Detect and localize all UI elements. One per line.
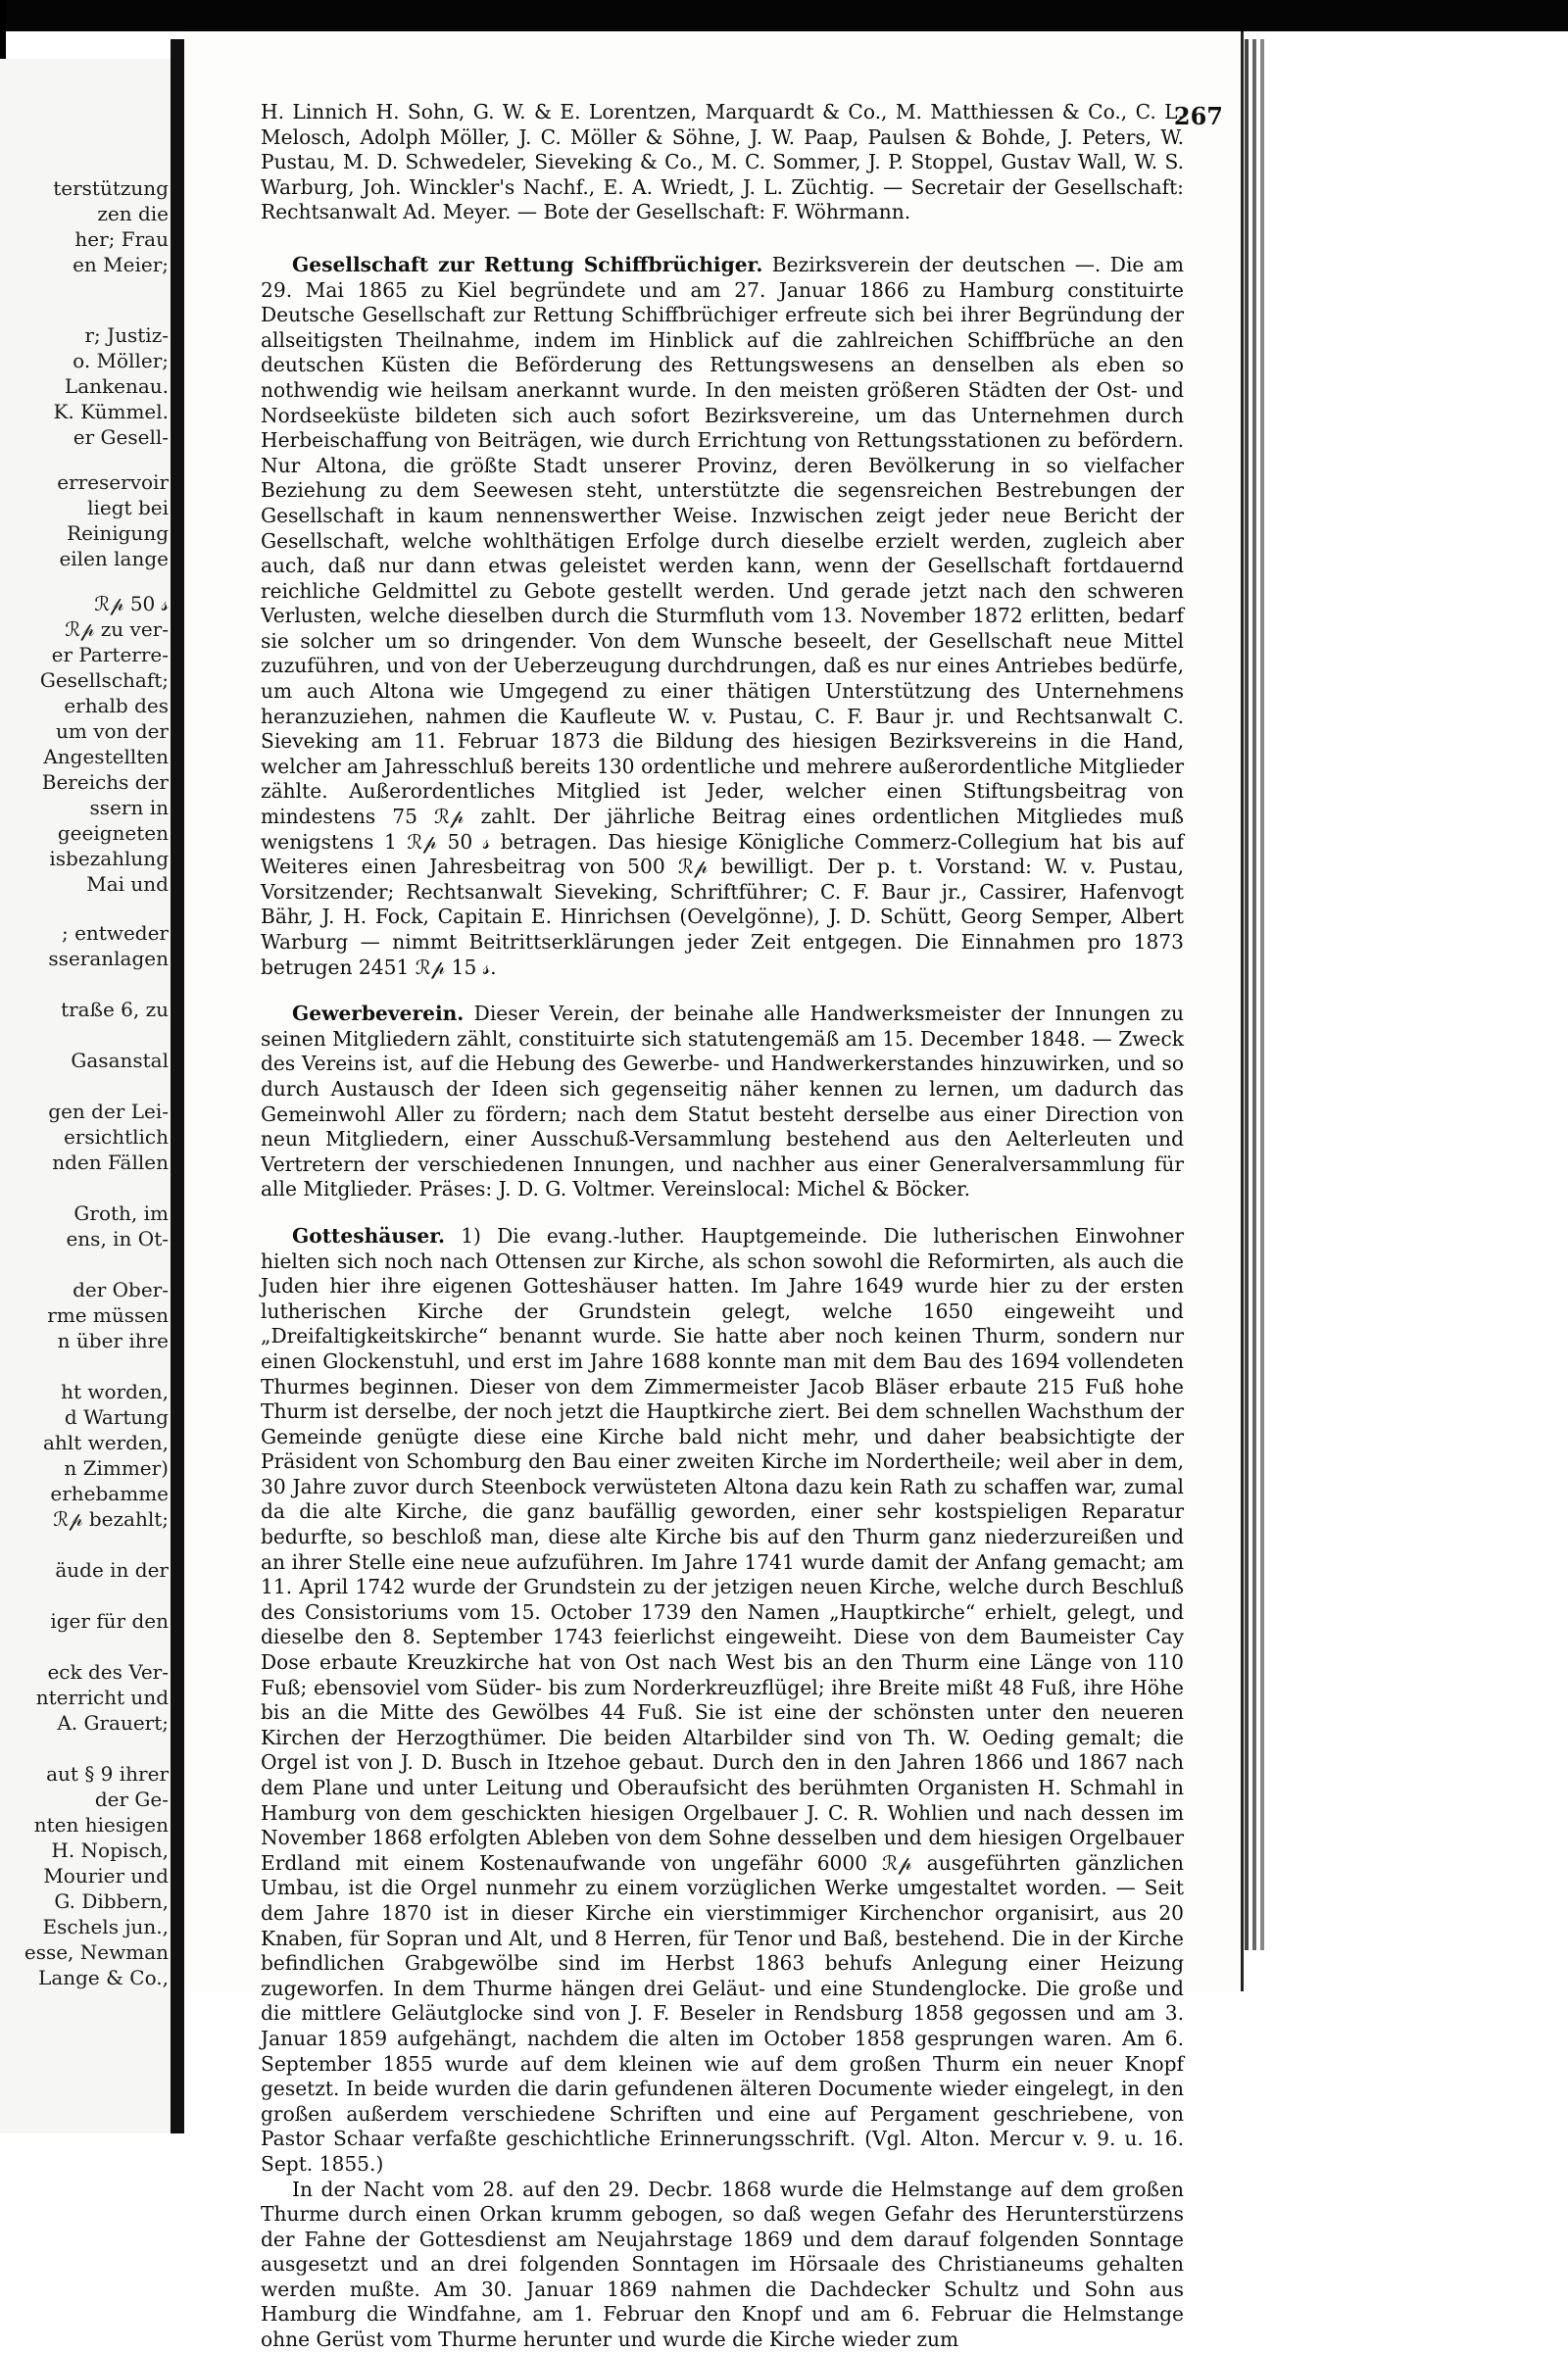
left-column-line: äude in der <box>55 1558 169 1582</box>
left-column-line: der Ober- <box>73 1278 169 1301</box>
left-column-line: ahlt werden, <box>43 1431 169 1454</box>
section-heading: Gotteshäuser. <box>292 1223 446 1248</box>
section-gesellschaft-rettung <box>261 253 1184 980</box>
left-column-line: Mourier und <box>43 1864 169 1887</box>
left-column-line: terstützung <box>53 176 169 200</box>
left-column-line: nten hiesigen <box>33 1813 169 1837</box>
left-column-line: Angestellten <box>43 745 169 768</box>
left-column-line: iger für den <box>50 1609 169 1633</box>
left-column-line: erhebamme <box>50 1482 169 1505</box>
page-stack-edge <box>1245 39 1249 1950</box>
scan-border-top <box>0 0 1568 31</box>
left-column-line: Gesellschaft; <box>39 668 169 692</box>
left-column-line: en Meier; <box>73 253 169 276</box>
section-gewerbeverein <box>261 1002 1184 1202</box>
left-column-line: r; Justiz- <box>84 323 169 347</box>
left-column-line: n Zimmer) <box>64 1456 169 1480</box>
left-column-line: Lange & Co., <box>38 1966 169 1989</box>
left-column-line: G. Dibbern, <box>54 1889 169 1913</box>
left-column-line: nterricht und <box>35 1686 169 1709</box>
left-column-line: rme müssen <box>47 1303 169 1327</box>
left-column-line: ht worden, <box>61 1380 169 1403</box>
right-page <box>184 31 1244 2352</box>
left-column-line: n über ihre <box>57 1329 169 1352</box>
left-column-line: eck des Ver- <box>47 1660 169 1684</box>
section-gotteshaeuser-continuation: In der Nacht vom 28. auf den 29. Decbr. 1868 wurde die Helmstange auf dem großen Thurme durch einen Orkan krumm gebogen, so daß wegen Gefahr des Herunterstürzens der Fahne der Gottesdienst am Neujahrstage 1869 und dem darauf folgenden Sonntage ausgesetzt und an drei folgenden Sonntagen im Hörsaale des Christianeums gehalten werden mußte. Am 30. Januar 1869 nahmen die Dachdecker Schultz und Sohn aus Hamburg die Windfahne, am 1. Februar den Knopf und am 6. Februar die Helmstange ohne Gerüst vom Thurme herunter und wurde die Kirche wieder zum <box>261 2177 1184 2352</box>
left-column-line: aut § 9 ihrer <box>46 1762 169 1786</box>
left-page-fragment <box>0 59 178 2133</box>
left-column-line: erhalb des <box>64 694 169 717</box>
left-column-line: Bereichs der <box>41 770 169 794</box>
left-column-line: ssern in <box>89 796 169 819</box>
section-heading: Gesellschaft zur Rettung Schiffbrüchiger. <box>292 252 763 276</box>
left-column-line: ℛ𝓅 50 𝓈 <box>94 592 169 615</box>
left-column-line: Reinigung <box>67 521 169 545</box>
left-column-line: geeigneten <box>57 821 169 845</box>
left-column-line: eilen lange <box>59 547 169 570</box>
left-column-line: ens, in Ot- <box>66 1227 169 1250</box>
left-column-line: sseranlagen <box>48 947 169 970</box>
left-column-line: A. Grauert; <box>57 1711 169 1735</box>
left-column-line: o. Möller; <box>73 349 169 372</box>
left-column-line: er Gesell- <box>73 425 169 449</box>
left-column-line: ℛ𝓅 zu ver- <box>65 617 169 641</box>
page-content <box>261 100 1184 2353</box>
left-column-line: liegt bei <box>87 496 169 519</box>
left-column-line: Eschels jun., <box>42 1915 169 1938</box>
left-column-line: zen die <box>97 202 169 225</box>
left-column-line: nden Fällen <box>52 1151 169 1174</box>
left-column-line: er Parterre- <box>51 643 169 666</box>
left-column-line: isbezahlung <box>49 847 169 870</box>
left-column-line: esse, Newman <box>24 1940 169 1964</box>
left-column-line: gen der Lei- <box>48 1100 169 1123</box>
left-column-line: Lankenau. <box>64 374 169 398</box>
left-column-line: ℛ𝓅 bezahlt; <box>53 1507 169 1531</box>
left-column-line: ersichtlich <box>63 1125 169 1149</box>
page-stack-edge <box>1260 39 1264 1950</box>
left-column-line: K. Kümmel. <box>53 400 169 423</box>
left-column-line: H. Nopisch, <box>51 1838 169 1862</box>
section-body: Dieser Verein, der beinahe alle Handwerksmeister der Innungen zu seinen Mitgliedern zählt, constituirte sich statutengemäß am 15. December 1848. — Zweck des Vereins ist, auf die Hebung des Gewerbe- und Handwerkerstandes hinzuwirken, und so durch Austausch der Ideen sich gegenseitig näher kennen zu lernen, um dadurch das Gemeinwohl Aller zu fördern; nach dem Statut besteht derselbe aus einer Direction von neun Mitgliedern, einer Ausschuß-Versammlung bestehend aus den Aelterleuten und Vertretern der verschiedenen Innungen, und nachher aus einer Generalversammlung für alle Mitglieder. Präses: J. D. G. Voltmer. Vereinslocal: Michel & Böcker. <box>261 1002 1184 1201</box>
book-gutter <box>171 39 184 2133</box>
left-column-line: um von der <box>56 719 169 743</box>
left-column-line: d Wartung <box>64 1405 169 1429</box>
left-column-line: Groth, im <box>74 1201 169 1225</box>
section-body: 1) Die evang.-luther. Hauptgemeinde. Die lutherischen Einwohner hielten sich noch nach Ottensen zur Kirche, als schon sowohl die Reformirten, als auch die Juden hier ihre eigenen Gotteshäuser hatten. Im Jahre 1649 wurde hier zu der ersten lutherischen Kirche der Grundstein gelegt, welche 1650 eingeweiht und „Dreifaltigkeitskirche“ benannt wurde. Sie hatte aber noch keinen Thurm, sondern nur einen Glockenstuhl, und erst im Jahre 1688 konnte man mit dem Bau des 1694 vollendeten Thurmes beginnen. Dieser von dem Zimmermeister Jacob Bläser erbaute 215 Fuß hohe Thurm ist derselbe, der noch jetzt die Hauptkirche ziert. Bei dem schnellen Wachsthum der Gemeinde genügte diese eine Kirche bald nicht mehr, und daher beabsichtigte der Präsident von Schomburg den Bau einer zweiten Kirche im Nordertheile; weil aber in dem, 30 Jahre zuvor durch Steenbock verwüsteten Altona dazu kein Rath zu schaffen war, zumal da die alte Kirche, die ganz baufällig geworden, einer sehr kostspieligen Reparatur bedurfte, so beschloß man, diese alte Kirche bis auf den Thurm ganz niederzureißen und an ihrer Stelle eine neue aufzuführen. Im Jahre 1741 wurde damit der Anfang gemacht; am 11. April 1742 wurde der Grundstein zu der jetzigen neuen Kirche, welche durch Beschluß des Consistoriums vom 15. October 1739 den Namen „Hauptkirche“ erhielt, gelegt, und dieselbe den 8. September 1743 feierlichst eingeweiht. Diese von dem Baumeister Cay Dose erbaute Kreuzkirche hat von Ost nach West bis an den Thurm eine Länge von 110 Fuß; ebensoviel vom Süder- bis zum Norderkreuzflügel; ihre Breite mißt 48 Fuß, ihre Höhe bis an die Mitte des Gewölbes 44 Fuß. Sie ist eine der schönsten unter den neueren Kirchen der Herzogthümer. Die beiden Altarbilder sind von Th. W. Oeding gemalt; die Orgel ist von J. D. Busch in Itzehoe gebaut. Durch den in den Jahren 1866 und 1867 nach dem Plane und unter Leitung und Oberaufsicht des berühmten Organisten H. Schmahl in Hamburg von dem geschickten hiesigen Orgelbauer J. C. R. Wohlien und nach dessen im November 1868 erfolgten Ableben von dem Sohne desselben und dem hiesigen Orgelbauer Erdland mit einem Kostenaufwande von ungefähr 6000 ℛ𝓅 ausgeführten gänzlichen Umbau, ist die Orgel nunmehr zu einem vorzüglichen Werke umgestaltet worden. — Seit dem Jahre 1870 ist in dieser Kirche ein vierstimmiger Kirchenchor organisirt, aus 20 Knaben, für Sopran und Alt, und 8 Herren, für Tenor und Baß, bestehend. Die in der Kirche befindlichen Grabgewölbe sind im Herbst 1863 behufs Anlegung einer Heizung zugeworfen. In dem Thurme hängen drei Geläut- und eine Stundenglocke. Die große und die mittlere Geläutglocke sind von J. F. Beseler in Rendsburg 1858 gegossen und am 3. Januar 1859 aufgehängt, nachdem die alten im October 1858 gesprungen waren. Am 6. September 1855 wurde auf dem kleinen wie auf dem großen Thurm ein neuer Knopf gesetzt. In beide wurden die darin gefundenen älteren Documente wieder eingelegt, in den großen außerdem verschiedene Schriften und eine auf Pergament geschriebene, von Pastor Schaar verfaßte geschichtliche Erinnerungsschrift. (Vgl. Alton. Mercur v. 9. u. 16. Sept. 1855.) <box>261 1223 1184 2176</box>
left-column-line: der Ge- <box>94 1788 169 1811</box>
left-column-line: traße 6, zu <box>61 998 169 1021</box>
section-gotteshaeuser <box>261 1224 1184 2178</box>
left-column-line: erreservoir <box>57 470 169 494</box>
page-stack-edge <box>1252 39 1256 1950</box>
left-column-line: her; Frau <box>74 227 169 251</box>
intro-paragraph: H. Linnich H. Sohn, G. W. & E. Lorentzen, Marquardt & Co., M. Matthiessen & Co., C. L. Melosch, Adolph Möller, J. C. Möller & Söhne, J. W. Paap, Paulsen & Bohde, J. Peters, W. Pustau, M. D. Schwedeler, Sieveking & Co., M. C. Sommer, J. P. Stoppel, Gustav Wall, W. S. Warburg, Joh. Winckler's Nachf., E. A. Wriedt, J. L. Züchtig. — Secretair der Gesellschaft: Rechtsanwalt Ad. Meyer. — Bote der Gesellschaft: F. Wöhrmann. <box>261 100 1184 224</box>
section-heading: Gewerbeverein. <box>292 1002 465 1026</box>
section-body: Bezirksverein der deutschen —. Die am 29. Mai 1865 zu Kiel begründete und am 27. Januar 1866 zu Hamburg constituirte Deutsche Gesellschaft zur Rettung Schiffbrüchiger erfreute sich bei ihrer Begründung der allseitigsten Theilnahme, indem im Hinblick auf die zahlreichen Schiffbrüche an den deutschen Küsten die Beförderung des Rettungswesens an denselben als eben so nothwendig wie heilsam anerkannt wurde. In den meisten größeren Städten der Ost- und Nordseeküste bildeten sich auch sofort Bezirksvereine, um das Unternehmen durch Herbeischaffung von Beiträgen, wie durch Errichtung von Rettungsstationen zu befördern. Nur Altona, die größte Stadt unserer Provinz, deren Bevölkerung in so vielfacher Beziehung zu dem Seewesen steht, unterstützte die segensreichen Bestrebungen der Gesellschaft in kaum nennenswerther Weise. Inzwischen zeigt jeder neue Bericht der Gesellschaft, welche wohlthätigen Erfolge durch dieselbe erzielt werden, zugleich aber auch, daß nur dann etwas geleistet werden kann, wenn der Gesellschaft fortdauernd reichliche Geldmittel zu Gebote gestellt werden. Und gerade jetzt nach den schweren Verlusten, welche dieselben durch die Sturmfluth vom 13. November 1872 erlitten, bedarf sie solcher um so dringender. Von dem Wunsche beseelt, der Gesellschaft neue Mittel zuzuführen, und von der Ueberzeugung durchdrungen, daß es nur eines Antriebes bedürfe, um auch Altona wie Umgegend zu einer thätigen Unterstützung des Unternehmens heranzuziehen, nahmen die Kaufleute W. v. Pustau, C. F. Baur jr. und Rechtsanwalt C. Sieveking am 11. Februar 1873 die Bildung des hiesigen Bezirksvereins in die Hand, welcher am Jahresschluß bereits 130 ordentliche und mehrere außerordentliche Mitglieder zählte. Außerordentliches Mitglied ist Jeder, welcher einen Stiftungsbeitrag von mindestens 75 ℛ𝓅 zahlt. Der jährliche Beitrag eines ordentlichen Mitgliedes muß wenigstens 1 ℛ𝓅 50 𝓈 betragen. Das hiesige Königliche Commerz-Collegium hat bis auf Weiteres einen Jahresbeitrag von 500 ℛ𝓅 bewilligt. Der p. t. Vorstand: W. v. Pustau, Vorsitzender; Rechtsanwalt Sieveking, Schriftführer; C. F. Baur jr., Cassirer, Hafenvogt Bähr, J. H. Fock, Capitain E. Hinrichsen (Oevelgönne), J. D. Schütt, Georg Semper, Albert Warburg — nimmt Beitrittserklärungen jeder Zeit entgegen. Die Einnahmen pro 1873 betrugen 2451 ℛ𝓅 15 𝓈. <box>261 252 1184 979</box>
left-column-line: ; entweder <box>61 921 169 945</box>
left-column-line: Mai und <box>86 872 169 896</box>
page-number: 267 <box>1173 102 1223 130</box>
left-column-line: Gasanstal <box>71 1049 169 1072</box>
